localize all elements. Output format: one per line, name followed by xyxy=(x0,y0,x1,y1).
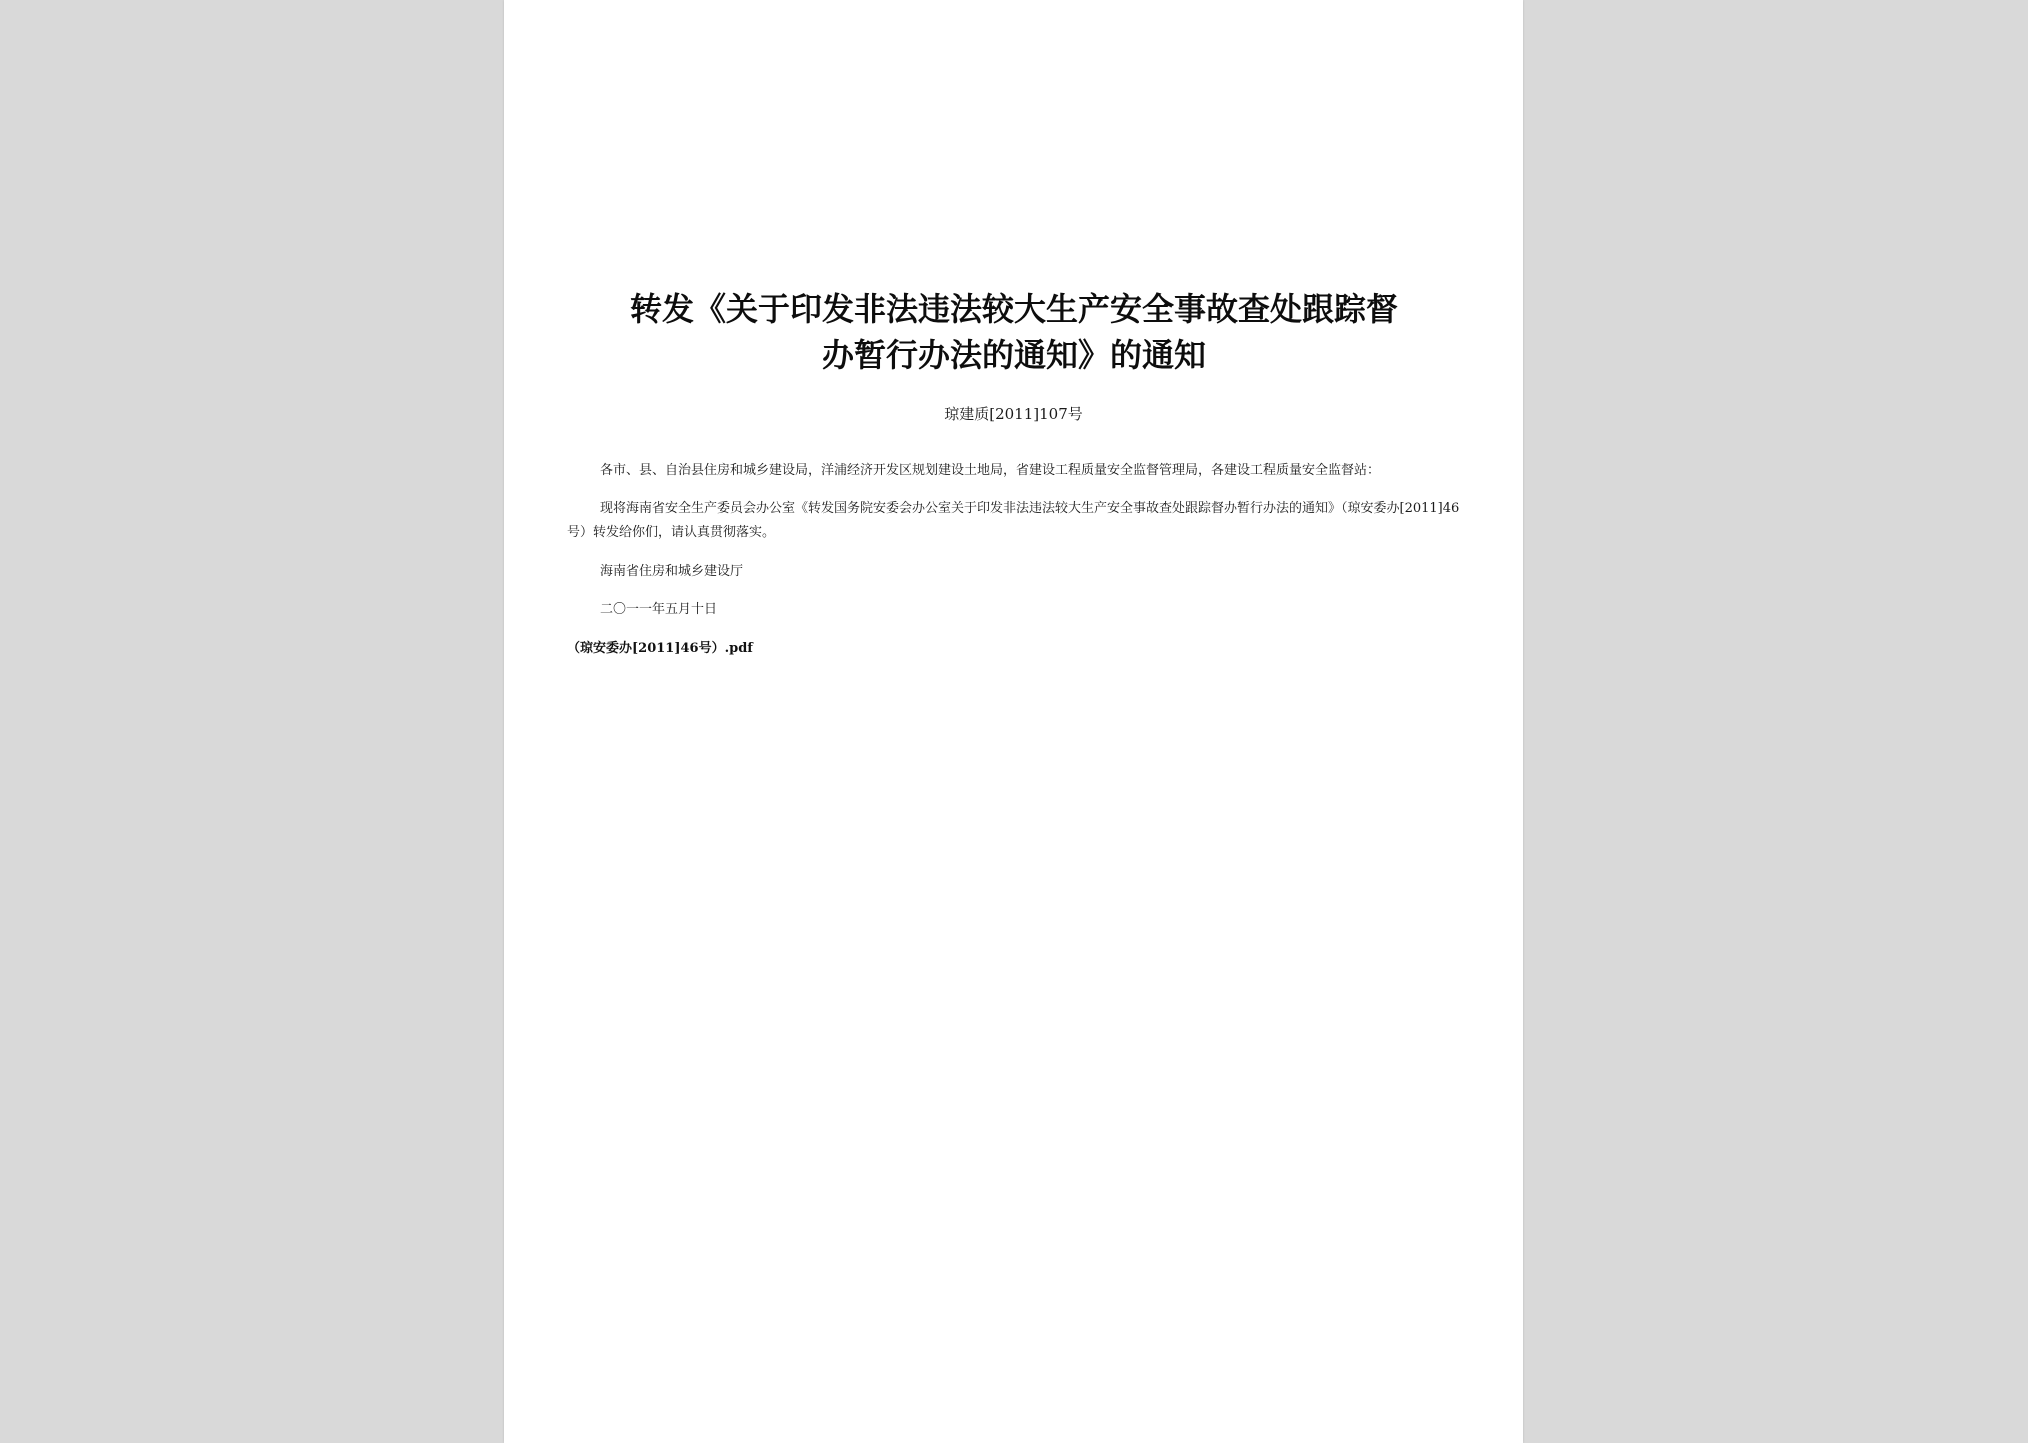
issue-date: 二〇一一年五月十日 xyxy=(600,602,718,617)
document-page xyxy=(504,0,1523,1443)
title-line-1: 转发《关于印发非法违法较大生产安全事故查处跟踪督 xyxy=(629,290,1398,328)
addressee-paragraph: 各市、县、自治县住房和城乡建设局，洋浦经济开发区规划建设土地局，省建设工程质量安全监督管理局，各建设工程质量安全监督站： xyxy=(600,463,1381,478)
attachment-pdf-link[interactable]: （琼安委办[2011]46号）.pdf xyxy=(567,641,753,656)
document-title xyxy=(554,286,1474,378)
issuing-authority: 海南省住房和城乡建设厅 xyxy=(600,564,744,579)
body-paragraph: 现将海南省安全生产委员会办公室《转发国务院安委会办公室关于印发非法违法较大生产安全事故查处跟踪督办暂行办法的通知》（琼安委办[2011]46号）转发给你们，请认真贯彻落实。 xyxy=(567,501,1460,540)
title-line-2: 办暂行办法的通知》的通知 xyxy=(821,336,1206,374)
document-number: 琼建质[2011]107号 xyxy=(944,405,1083,423)
